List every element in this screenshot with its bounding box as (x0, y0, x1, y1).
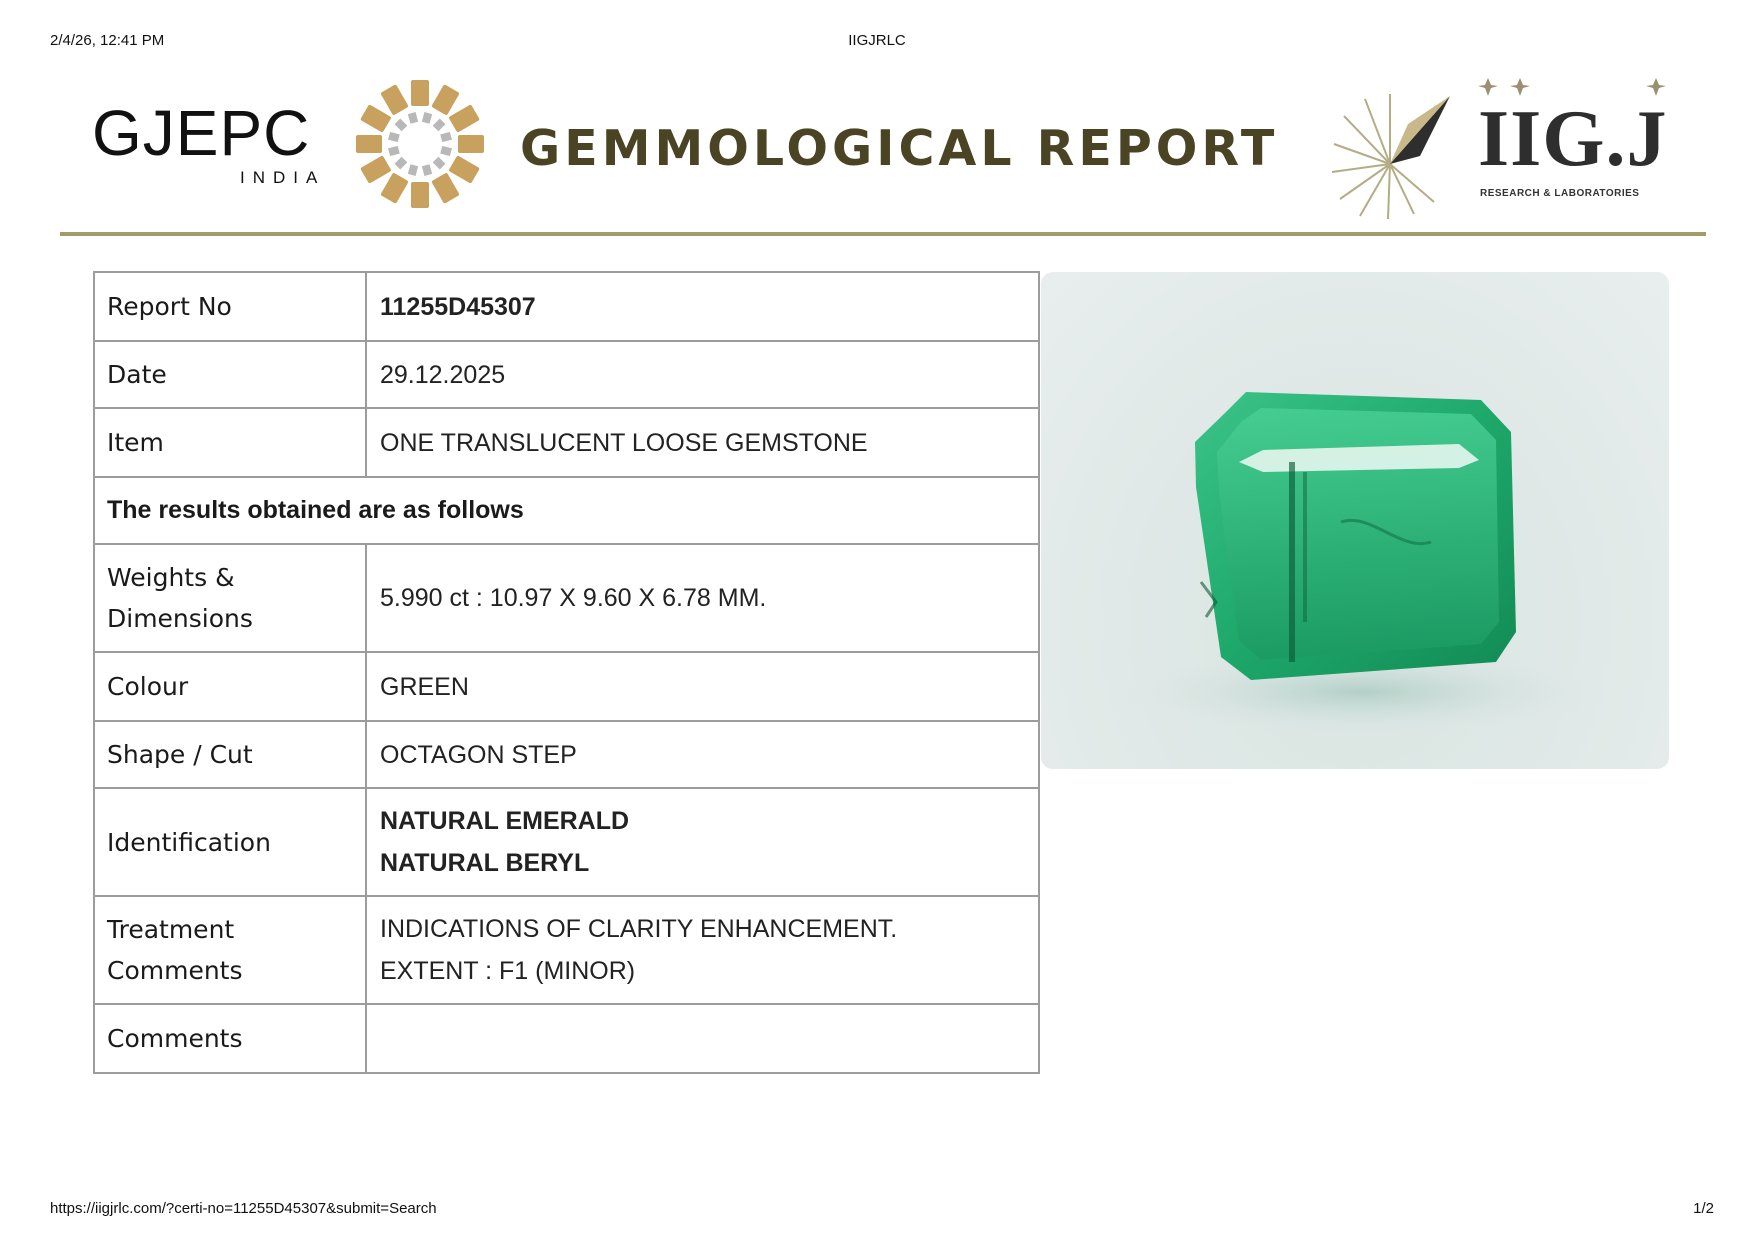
table-row (94, 1004, 1039, 1073)
table-row (94, 896, 1039, 1004)
treatment-value (366, 896, 1039, 1004)
weights-value: 5.990 ct : 10.97 X 9.60 X 6.78 MM. (366, 544, 1039, 652)
report-table (93, 271, 1040, 1074)
header-divider (60, 232, 1706, 236)
table-row (94, 721, 1039, 788)
colour-label: Colour (94, 652, 366, 721)
comments-label: Comments (94, 1004, 366, 1073)
report-title: GEMMOLOGICAL REPORT (520, 120, 1279, 177)
treatment-value-line-2: EXTENT : F1 (MINOR) (380, 957, 636, 985)
report-no-label: Report No (94, 272, 366, 341)
gjepc-logo-text: GJEPC (92, 97, 311, 169)
table-row (94, 408, 1039, 477)
table-row (94, 544, 1039, 652)
footer-url: https://iigjrlc.com/?certi-no=11255D45307&submit=Search (50, 1200, 437, 1217)
page-indicator: 1/2 (1693, 1200, 1714, 1217)
iigj-logo-subtext: RESEARCH & LABORATORIES (1480, 188, 1640, 199)
item-value: ONE TRANSLUCENT LOOSE GEMSTONE (366, 408, 1039, 477)
browser-page-title: IIGJRLC (848, 32, 906, 49)
table-row (94, 788, 1039, 896)
gjepc-sunburst-icon (354, 78, 486, 210)
item-label: Item (94, 408, 366, 477)
treatment-value-line-1: INDICATIONS OF CLARITY ENHANCEMENT. (380, 915, 898, 943)
print-datetime: 2/4/26, 12:41 PM (50, 32, 165, 49)
table-row (94, 341, 1039, 408)
gjepc-logo (92, 74, 492, 214)
shape-value: OCTAGON STEP (366, 721, 1039, 788)
identification-value-line-1: NATURAL EMERALD (380, 807, 630, 835)
table-row (94, 652, 1039, 721)
emerald-gem-icon (1041, 272, 1669, 769)
iigj-star-burst-icon (1330, 84, 1465, 219)
date-label: Date (94, 341, 366, 408)
treatment-label-line-2: Comments (107, 956, 243, 985)
shape-label: Shape / Cut (94, 721, 366, 788)
identification-label: Identification (94, 788, 366, 896)
identification-value (366, 788, 1039, 896)
gemstone-photo (1041, 272, 1669, 769)
comments-value (366, 1004, 1039, 1073)
table-row (94, 272, 1039, 341)
gjepc-logo-subtext: INDIA (240, 168, 326, 187)
weights-label-line-1: Weights & (107, 563, 235, 592)
treatment-label-line-1: Treatment (107, 915, 235, 944)
iigj-logo-text: IIG.J (1478, 95, 1668, 183)
weights-label-line-2: Dimensions (107, 604, 253, 633)
iigj-logo (1330, 76, 1670, 221)
date-value: 29.12.2025 (366, 341, 1039, 408)
results-heading: The results obtained are as follows (94, 477, 1039, 544)
treatment-label (94, 896, 366, 1004)
table-row (94, 477, 1039, 544)
colour-value: GREEN (366, 652, 1039, 721)
report-no-value: 11255D45307 (366, 272, 1039, 341)
weights-label (94, 544, 366, 652)
identification-value-line-2: NATURAL BERYL (380, 849, 590, 877)
